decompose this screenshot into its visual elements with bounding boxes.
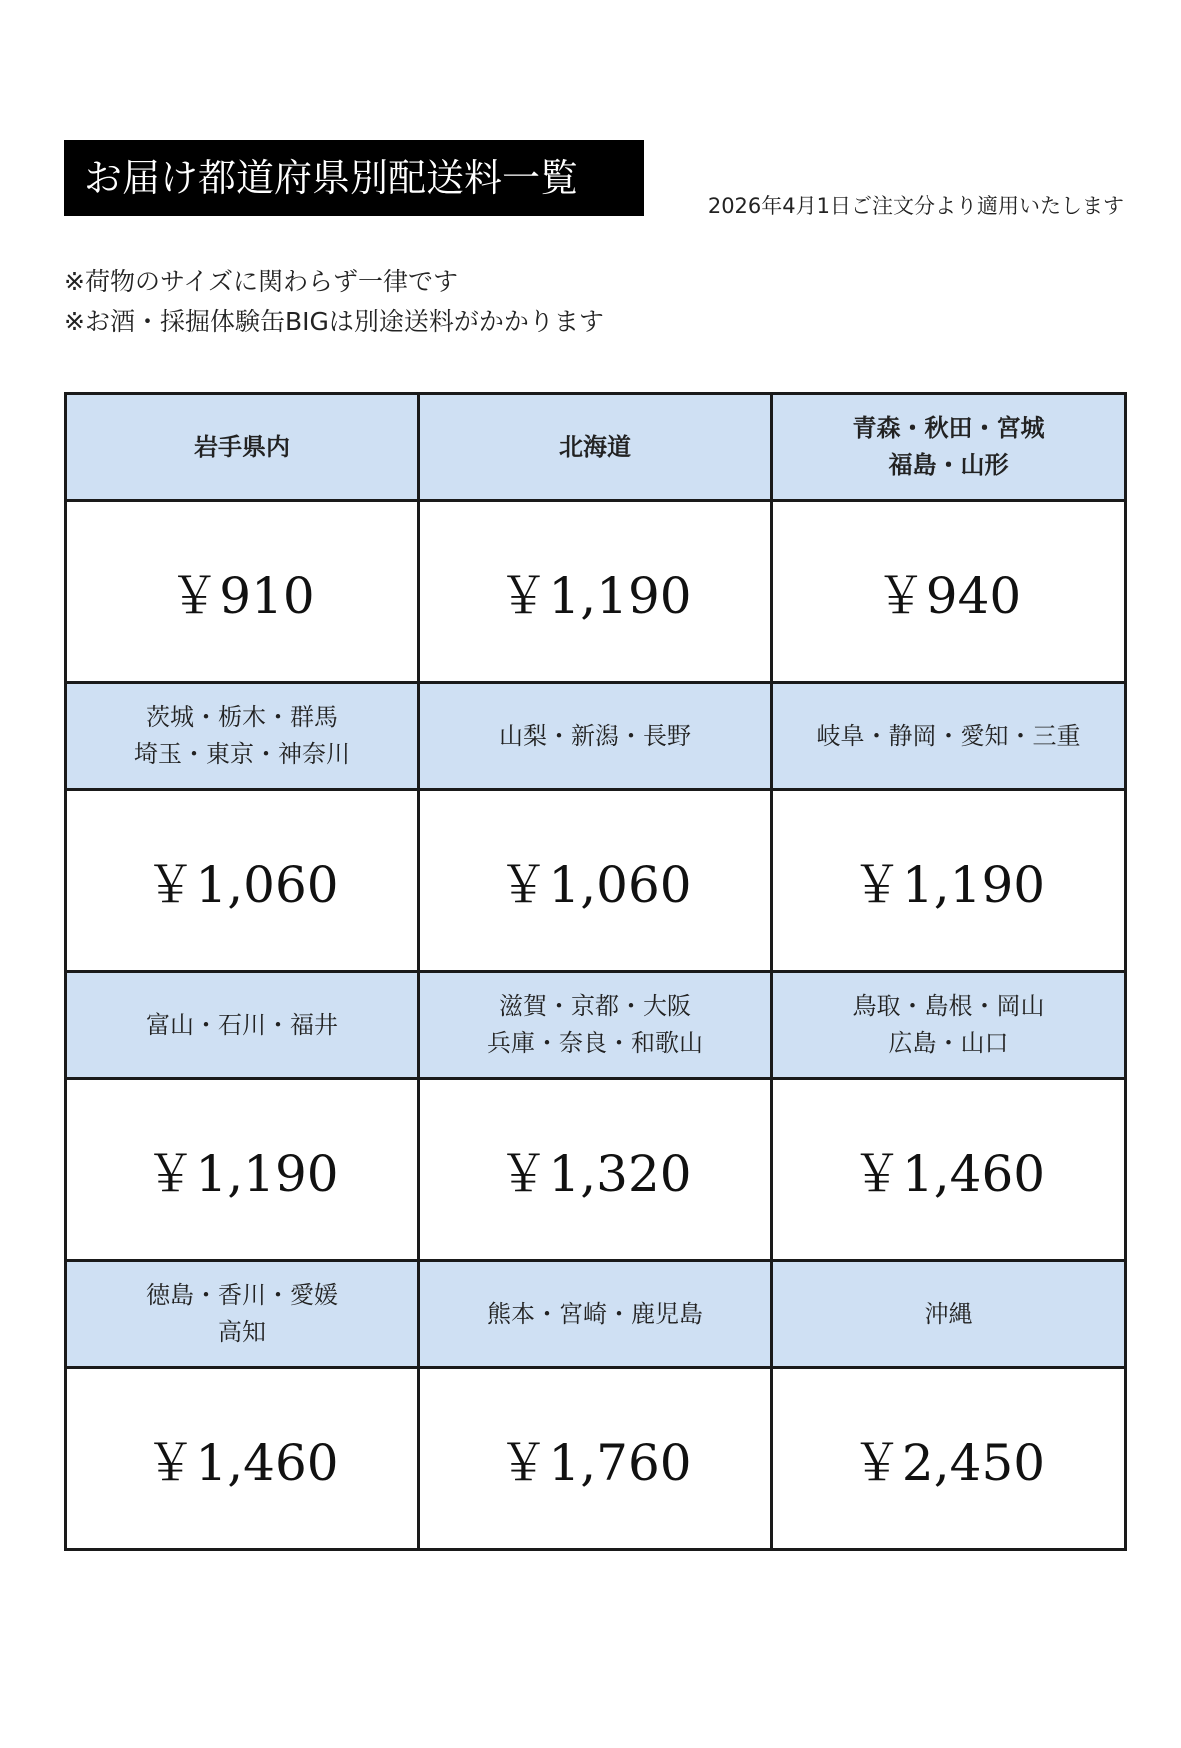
price-row	[66, 790, 1126, 972]
region-cell	[772, 1261, 1126, 1368]
region-label: 茨城・栃木・群馬	[146, 703, 338, 731]
region-label: 高知	[218, 1318, 266, 1346]
notes	[64, 262, 604, 342]
region-label: 沖縄	[924, 1299, 973, 1328]
price-cell: ￥1,190	[419, 501, 772, 683]
price-cell: ￥940	[772, 501, 1126, 683]
price-row	[66, 1368, 1126, 1550]
price-cell: ￥1,460	[772, 1079, 1126, 1261]
price-cell: ￥1,190	[66, 1079, 419, 1261]
price-row	[66, 1079, 1126, 1261]
price-cell: ￥1,760	[419, 1368, 772, 1550]
price-row	[66, 501, 1126, 683]
shipping-rate-table	[64, 392, 1127, 1551]
region-label: 山梨・新潟・長野	[499, 721, 691, 750]
region-cell	[66, 972, 419, 1079]
region-cell	[419, 394, 772, 501]
note-uniform-rate: ※荷物のサイズに関わらず一律です	[64, 267, 458, 296]
price-cell: ￥1,320	[419, 1079, 772, 1261]
effective-date-note: 2026年4月1日ご注文分より適用いたします	[707, 194, 1124, 218]
region-cell	[419, 683, 772, 790]
region-cell	[419, 1261, 772, 1368]
region-label: 岩手県内	[194, 432, 290, 461]
price-cell: ￥1,060	[419, 790, 772, 972]
region-label: 兵庫・奈良・和歌山	[487, 1029, 703, 1057]
page-title: お届け都道府県別配送料一覧	[64, 140, 644, 216]
region-cell	[772, 972, 1126, 1079]
region-cell	[66, 394, 419, 501]
region-cell	[66, 683, 419, 790]
region-label: 福島・山形	[888, 451, 1009, 479]
price-cell: ￥2,450	[772, 1368, 1126, 1550]
region-label: 埼玉・東京・神奈川	[134, 740, 350, 768]
price-cell: ￥910	[66, 501, 419, 683]
region-label: 青森・秋田・宮城	[852, 414, 1045, 442]
region-cell	[772, 683, 1126, 790]
region-header-row	[66, 1261, 1126, 1368]
region-label: 富山・石川・福井	[146, 1010, 338, 1039]
region-label: 徳島・香川・愛媛	[146, 1281, 338, 1309]
region-cell	[772, 394, 1126, 501]
region-header-row	[66, 683, 1126, 790]
note-extra-shipping: ※お酒・採掘体験缶BIGは別途送料がかかります	[64, 307, 604, 336]
region-label: 広島・山口	[888, 1029, 1009, 1057]
price-cell: ￥1,190	[772, 790, 1126, 972]
region-label: 岐阜・静岡・愛知・三重	[816, 721, 1081, 750]
region-label: 北海道	[559, 432, 631, 461]
price-cell: ￥1,060	[66, 790, 419, 972]
region-label: 鳥取・島根・岡山	[852, 992, 1045, 1020]
region-label: 熊本・宮崎・鹿児島	[487, 1299, 703, 1328]
region-header-row	[66, 394, 1126, 501]
region-label: 滋賀・京都・大阪	[499, 992, 691, 1020]
price-cell: ￥1,460	[66, 1368, 419, 1550]
region-cell	[66, 1261, 419, 1368]
region-header-row	[66, 972, 1126, 1079]
region-cell	[419, 972, 772, 1079]
